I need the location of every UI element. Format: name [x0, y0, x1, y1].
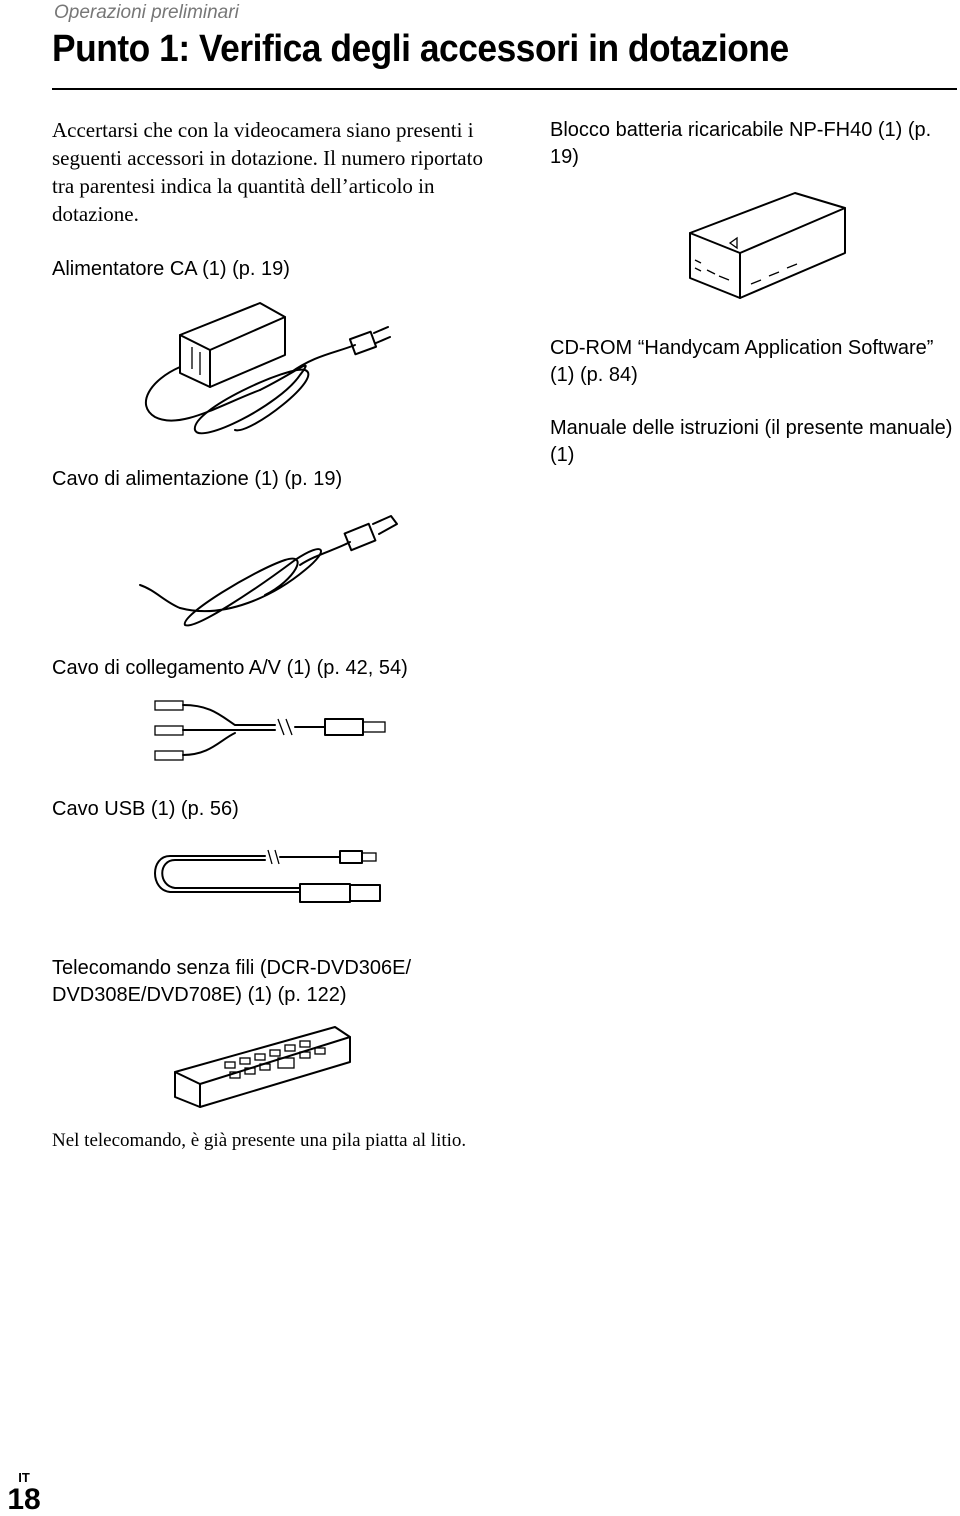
item-usb-cable-label: Cavo USB (1) (p. 56) — [52, 798, 239, 820]
item-manual-label: Manuale delle istruzioni (il presente manuale) (1) — [550, 417, 953, 466]
av-cable-illustration — [150, 695, 390, 770]
title-rule — [52, 88, 957, 90]
item-av-cable-label: Cavo di collegamento A/V (1) (p. 42, 54) — [52, 657, 408, 679]
item-remote-label: Telecomando senza fili (DCR-DVD306E/ DVD308E/DVD708E) (1) (p. 122) — [52, 957, 412, 1006]
page-title: Punto 1: Verifica degli accessori in dotazione — [52, 28, 789, 70]
remote-battery-note: Nel telecomando, è già presente una pila piatta al litio. — [52, 1130, 467, 1151]
item-power-cord-label: Cavo di alimentazione (1) (p. 19) — [52, 468, 343, 490]
language-code: IT — [18, 1470, 30, 1485]
intro-paragraph: Accertarsi che con la videocamera siano presenti i seguenti accessori in dotazione. Il numero riportato tra parentesi indica la quantità dell’articolo in dotazione. — [52, 118, 483, 226]
page-number: 18 — [7, 1483, 41, 1516]
item-ac-adaptor-label: Alimentatore CA (1) (p. 19) — [52, 258, 290, 280]
section-label: Operazioni preliminari — [54, 2, 239, 23]
battery-pack-illustration — [685, 188, 855, 308]
ac-adaptor-illustration — [140, 295, 410, 455]
power-cord-illustration — [135, 510, 415, 640]
remote-control-illustration — [170, 1022, 360, 1112]
usb-cable-illustration — [150, 840, 390, 915]
item-battery-label: Blocco batteria ricaricabile NP-FH40 (1) (p. 19) — [550, 119, 932, 168]
page-number-block — [0, 1470, 48, 1515]
item-cdrom-label: CD-ROM “Handycam Application Software” (1) (p. 84) — [550, 337, 934, 386]
